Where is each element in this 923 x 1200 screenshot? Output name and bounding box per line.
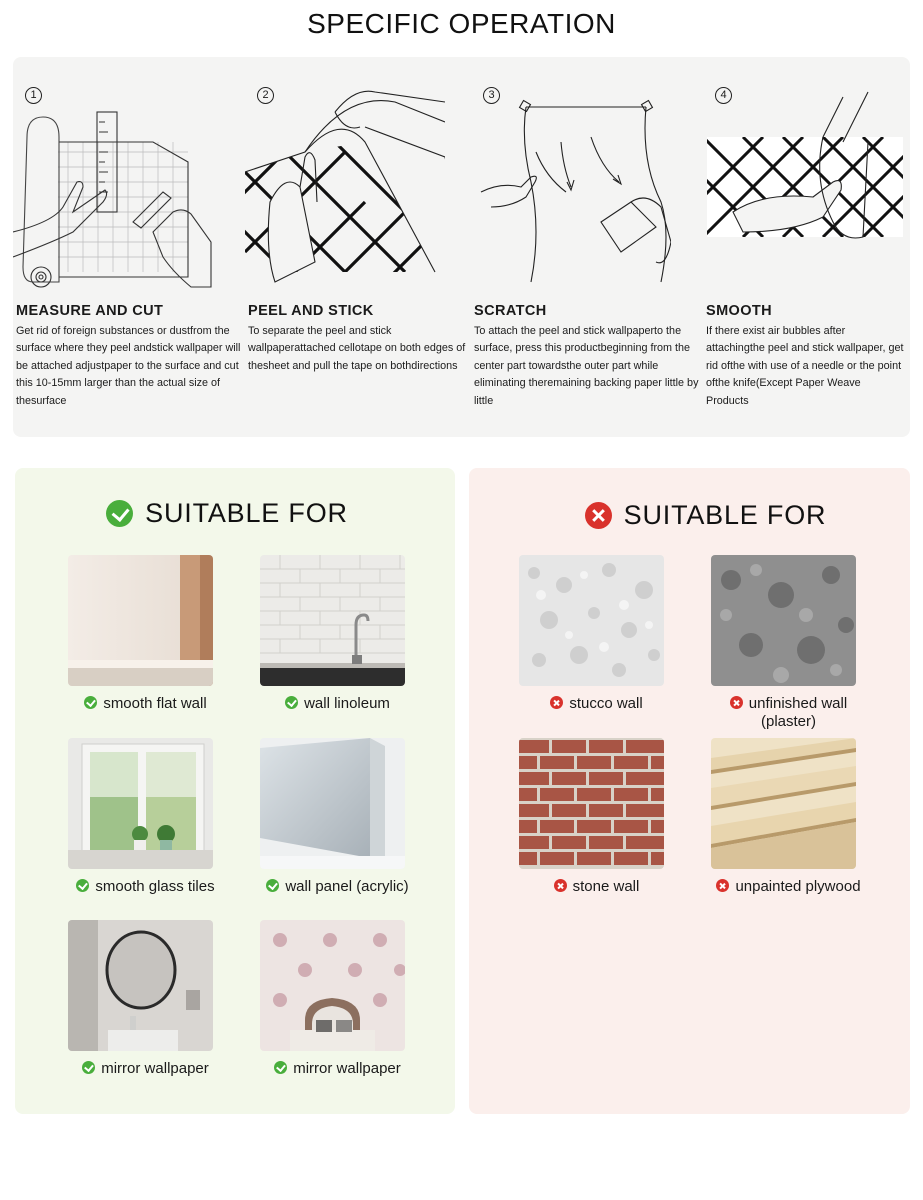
tile-wall-linoleum (260, 555, 405, 712)
measure-and-cut-illustration (13, 82, 213, 302)
check-circle-icon (84, 696, 97, 709)
step-number: 1 (25, 87, 42, 104)
tile-label: wall linoleum (304, 695, 390, 712)
step-description: If there exist air bubbles after attachingthe peel and stick wallpaper, get rid ofthe with use of a needle or the point ofthe knife(Except Paper Weave Products (706, 325, 904, 407)
tile-label: stone wall (572, 878, 640, 895)
step-number: 4 (715, 87, 732, 104)
tile-mirror-wallpaper-1 (68, 920, 213, 1077)
cross-circle-icon (585, 502, 612, 529)
step-number: 3 (483, 87, 500, 104)
tile-label: unpainted plywood (735, 878, 861, 895)
check-circle-icon (106, 500, 133, 527)
cross-circle-icon (730, 696, 743, 709)
scratch-illustration (471, 82, 671, 302)
tile-caption (58, 878, 233, 896)
step-title: SMOOTH (706, 303, 773, 319)
cross-circle-icon (554, 879, 567, 892)
tile-caption (58, 1060, 233, 1078)
tile-stucco-wall (519, 555, 664, 712)
steps-panel (13, 57, 910, 437)
mirror-wallpaper-image (68, 920, 213, 1051)
unsuitable-header (485, 500, 923, 531)
unsuitable-title: SUITABLE FOR (623, 500, 827, 530)
unpainted-plywood-image (711, 738, 856, 869)
tile-label: smooth glass tiles (95, 878, 215, 895)
damask-wallpaper-image (260, 920, 405, 1051)
suitable-header (7, 498, 447, 529)
tile-label: stucco wall (569, 695, 643, 712)
step-description: Get rid of foreign substances or dustfrom the surface where they peel andstick wallpaper will be attached adjustpaper to the surface and cut this 10-15mm larger than the actual size of thesurface (16, 325, 241, 407)
step-number: 2 (257, 87, 274, 104)
wall-linoleum-image (260, 555, 405, 686)
step-title: MEASURE AND CUT (16, 303, 164, 319)
wall-panel-acrylic-image (260, 738, 405, 869)
step-measure-and-cut (13, 57, 243, 437)
tile-smooth-glass-tiles (68, 738, 215, 895)
stone-wall-image (519, 738, 664, 869)
suitable-title: SUITABLE FOR (145, 498, 348, 528)
cross-circle-icon (550, 696, 563, 709)
check-circle-icon (274, 1061, 287, 1074)
tile-caption (706, 695, 871, 731)
tile-stone-wall (519, 738, 664, 895)
step-description: To attach the peel and stick wallpaperto the surface, press this productbeginning from the center part towardsthe outer part while eliminating theremaining backing paper little by little (474, 325, 699, 407)
suitable-panel (15, 468, 455, 1114)
tile-caption (250, 695, 425, 713)
tile-caption (250, 1060, 425, 1078)
tile-caption (701, 878, 876, 896)
tile-label: wall panel (acrylic) (285, 878, 409, 895)
tile-caption (250, 878, 425, 896)
peel-and-stick-illustration (245, 82, 445, 302)
step-description: To separate the peel and stick wallpaperattached cellotape on both edges of thesheet and pull the tape on bothdirections (248, 325, 466, 372)
tile-mirror-wallpaper-2 (260, 920, 405, 1077)
page-title: SPECIFIC OPERATION (307, 8, 616, 39)
smooth-flat-wall-image (68, 555, 213, 686)
tile-caption (509, 695, 684, 713)
tile-unfinished-wall-plaster (711, 555, 856, 730)
step-smooth (703, 57, 910, 437)
check-circle-icon (76, 879, 89, 892)
tile-smooth-flat-wall (68, 555, 213, 712)
smooth-illustration (703, 82, 903, 302)
step-title: SCRATCH (474, 303, 547, 319)
unsuitable-panel (469, 468, 910, 1114)
tile-label: mirror wallpaper (101, 1060, 209, 1077)
tile-label: unfinished wall (plaster) (748, 695, 848, 730)
step-peel-and-stick (245, 57, 471, 437)
unfinished-wall-image (711, 555, 856, 686)
step-title: PEEL AND STICK (248, 303, 374, 319)
tile-wall-panel-acrylic (260, 738, 409, 895)
smooth-glass-tiles-image (68, 738, 213, 869)
check-circle-icon (266, 879, 279, 892)
check-circle-icon (285, 696, 298, 709)
tile-caption (509, 878, 684, 896)
cross-circle-icon (716, 879, 729, 892)
check-circle-icon (82, 1061, 95, 1074)
tile-unpainted-plywood (711, 738, 861, 895)
tile-label: smooth flat wall (103, 695, 207, 712)
tile-caption (58, 695, 233, 713)
stucco-wall-image (519, 555, 664, 686)
tile-label: mirror wallpaper (293, 1060, 401, 1077)
step-scratch (471, 57, 701, 437)
